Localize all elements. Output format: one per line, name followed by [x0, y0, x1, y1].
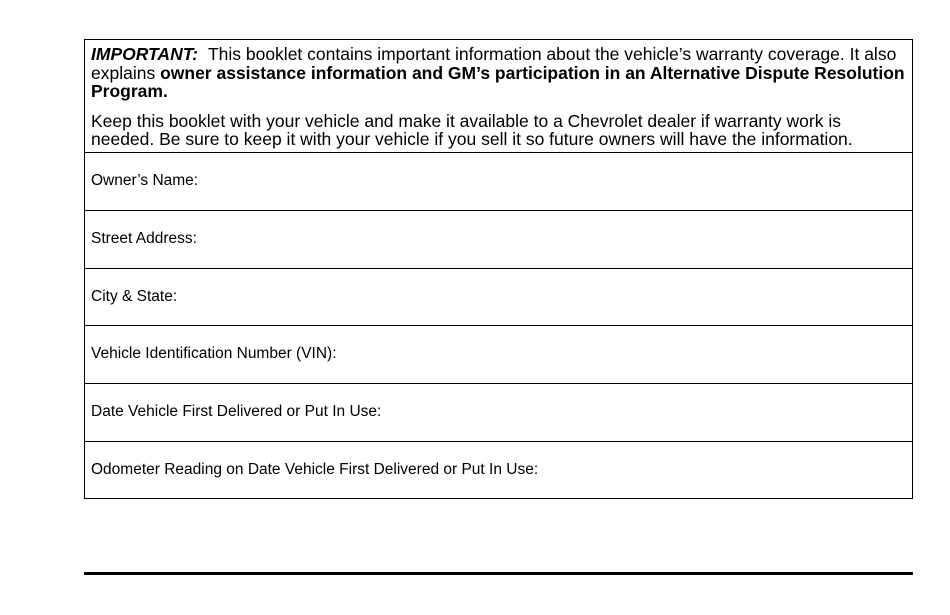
- footer-rule: [84, 572, 913, 575]
- field-city-state: [85, 269, 912, 327]
- owner-info-form: [84, 39, 913, 499]
- important-notice: [85, 40, 912, 153]
- field-vin: [85, 326, 912, 384]
- notice-bold-text: owner assistance information and GM’s participation in an Alternative Dispute Resolution Program.: [91, 62, 905, 101]
- notice-paragraph-1: [91, 45, 906, 101]
- field-label: Odometer Reading on Date Vehicle First Delivered or Put In Use:: [91, 460, 539, 478]
- field-street-address: [85, 211, 912, 269]
- notice-lead: IMPORTANT:: [91, 44, 198, 64]
- field-label: Vehicle Identification Number (VIN):: [91, 345, 337, 363]
- field-odometer-reading: [85, 442, 912, 500]
- field-label: Owner’s Name:: [91, 172, 199, 189]
- notice-text: This booklet contains important information about the vehicle’s warranty coverage. It also explains: [91, 44, 897, 83]
- field-owners-name: [85, 153, 912, 211]
- field-delivery-date: [85, 384, 912, 442]
- field-label: Date Vehicle First Delivered or Put In Use:: [91, 403, 382, 421]
- field-label: Street Address:: [91, 229, 197, 247]
- notice-paragraph-2: Keep this booklet with your vehicle and make it available to a Chevrolet dealer if warranty work is needed. Be sure to keep it with your vehicle if you sell it so future owners will have the information.: [91, 110, 853, 149]
- field-label: City & State:: [91, 287, 178, 305]
